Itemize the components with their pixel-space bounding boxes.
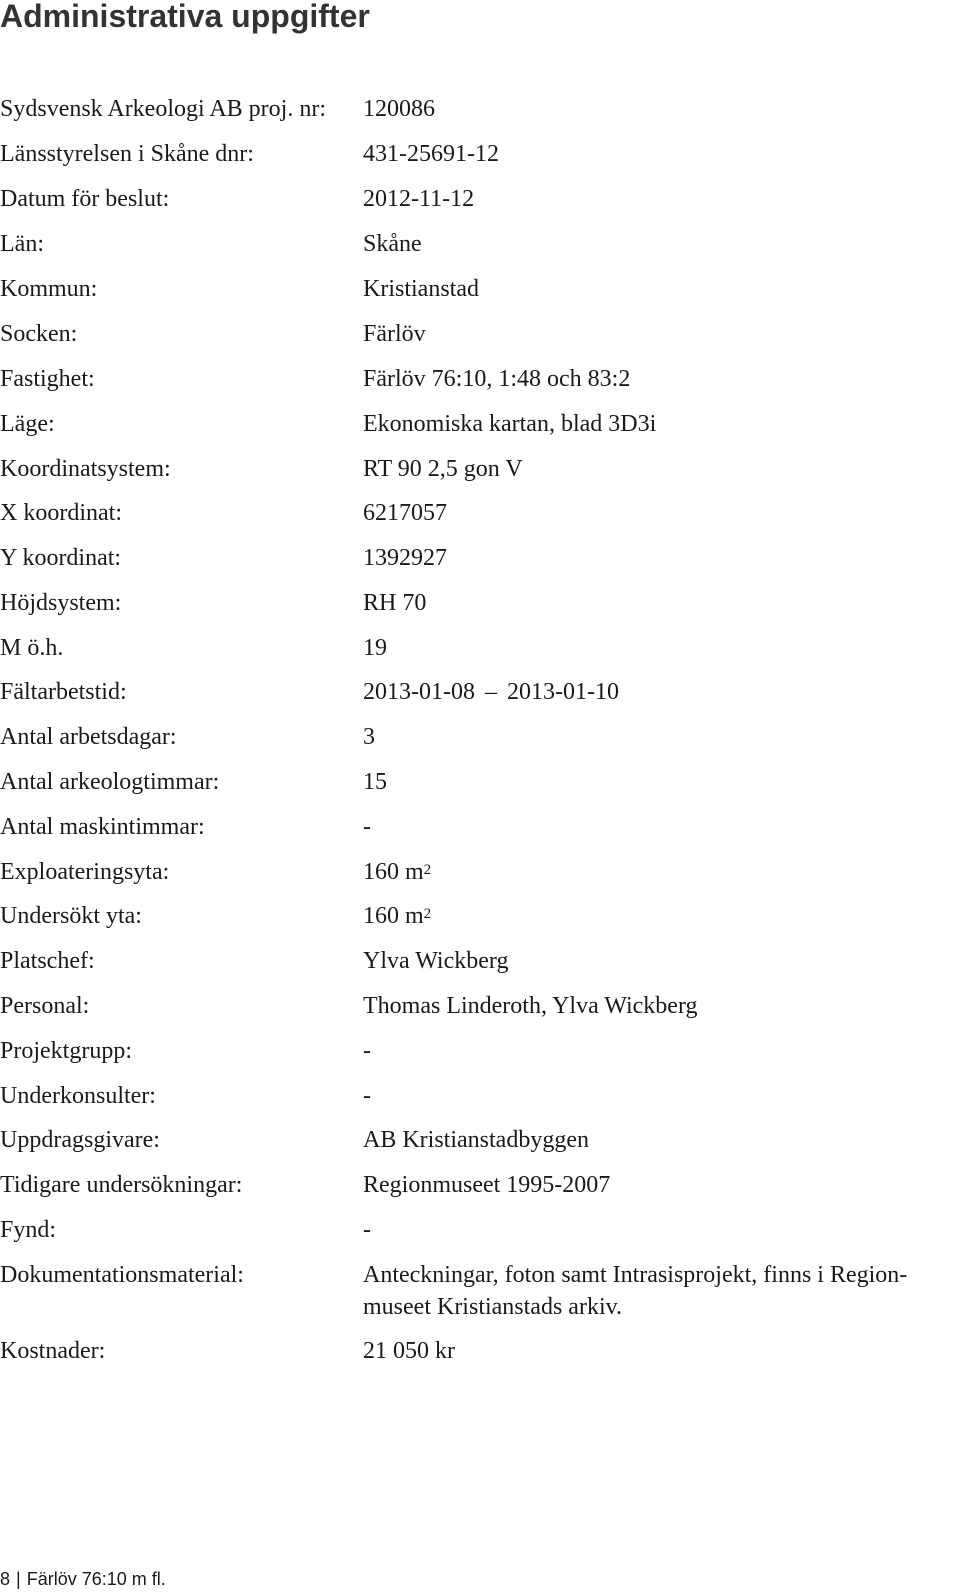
field-value: - xyxy=(363,1217,371,1243)
field-value: 120086 xyxy=(363,96,435,122)
field-label: Kommun: xyxy=(0,276,98,302)
field-label: Dokumentationsmaterial: xyxy=(0,1262,244,1288)
field-label: Fynd: xyxy=(0,1217,57,1243)
field-label: M ö.h. xyxy=(0,635,64,661)
field-value: Ekonomiska kartan, blad 3D3i xyxy=(363,411,657,437)
field-label: Exploateringsyta: xyxy=(0,859,170,885)
field-value-area xyxy=(363,856,953,888)
field-value: - xyxy=(363,1083,371,1109)
field-label: Socken: xyxy=(0,321,78,347)
field-label: Fastighet: xyxy=(0,366,95,392)
field-label: Länsstyrelsen i Skåne dnr: xyxy=(0,141,254,167)
date-end: 2013-01-10 xyxy=(506,679,619,705)
area-unit-exponent: 2 xyxy=(423,906,432,922)
field-label: Uppdragsgivare: xyxy=(0,1127,160,1153)
page-title: Administrativa uppgifter xyxy=(0,0,370,34)
field-label: Koordinatsystem: xyxy=(0,456,171,482)
field-value: Thomas Linderoth, Ylva Wickberg xyxy=(363,993,698,1019)
field-label: Platschef: xyxy=(0,948,95,974)
field-value: - xyxy=(363,1038,371,1064)
field-value: - xyxy=(363,814,371,840)
field-label: Personal: xyxy=(0,993,90,1019)
field-label: Kostnader: xyxy=(0,1338,106,1364)
field-value: Ylva Wickberg xyxy=(363,948,509,974)
field-label: Höjdsystem: xyxy=(0,590,122,616)
field-label: Datum för beslut: xyxy=(0,186,170,212)
field-value: Anteckningar, foton samt Intrasisprojekt, finns i Region-museet Kristianstads arkiv. xyxy=(363,1262,908,1320)
field-label: Underkonsulter: xyxy=(0,1083,156,1109)
field-value: Skåne xyxy=(363,231,422,257)
field-label: Läge: xyxy=(0,411,55,437)
field-value: 431-25691-12 xyxy=(363,141,499,167)
field-label: Tidigare undersökningar: xyxy=(0,1172,243,1198)
field-value: 3 xyxy=(363,724,375,750)
field-value: Färlöv 76:10, 1:48 och 83:2 xyxy=(363,366,631,392)
area-amount: 160 m xyxy=(363,859,424,885)
field-value: 15 xyxy=(363,769,387,795)
page-number: 8 xyxy=(0,1569,11,1589)
field-label: Undersökt yta: xyxy=(0,903,142,929)
area-amount: 160 m xyxy=(363,903,424,929)
field-value: Färlöv xyxy=(363,321,426,347)
field-label: Antal maskintimmar: xyxy=(0,814,205,840)
field-label: Antal arkeologtimmar: xyxy=(0,769,220,795)
field-label: Y koordinat: xyxy=(0,545,122,571)
field-label: Län: xyxy=(0,231,44,257)
field-value: 21 050 kr xyxy=(363,1338,455,1364)
date-range-dash: – xyxy=(484,679,497,705)
field-value: Regionmuseet 1995-2007 xyxy=(363,1172,611,1198)
field-value-date-range xyxy=(363,676,953,708)
footer-separator: | xyxy=(16,1569,21,1589)
field-value: RH 70 xyxy=(363,590,427,616)
field-label: Projektgrupp: xyxy=(0,1038,132,1064)
field-value-area xyxy=(363,900,953,932)
field-label: Sydsvensk Arkeologi AB proj. nr: xyxy=(0,96,327,122)
area-unit-exponent: 2 xyxy=(423,862,432,878)
page-footer xyxy=(0,1568,166,1590)
field-label: X koordinat: xyxy=(0,500,122,526)
field-value: AB Kristianstadbyggen xyxy=(363,1127,589,1153)
field-label: Fältarbetstid: xyxy=(0,679,127,705)
date-start: 2013-01-08 xyxy=(363,679,475,705)
field-value: 2012-11-12 xyxy=(363,186,475,212)
field-value: 1392927 xyxy=(363,545,447,571)
field-value: RT 90 2,5 gon V xyxy=(363,456,523,482)
field-value: 6217057 xyxy=(363,500,447,526)
field-label: Antal arbetsdagar: xyxy=(0,724,177,750)
field-value: 19 xyxy=(363,635,387,661)
footer-title: Färlöv 76:10 m fl. xyxy=(26,1569,166,1589)
field-value: Kristianstad xyxy=(363,276,479,302)
